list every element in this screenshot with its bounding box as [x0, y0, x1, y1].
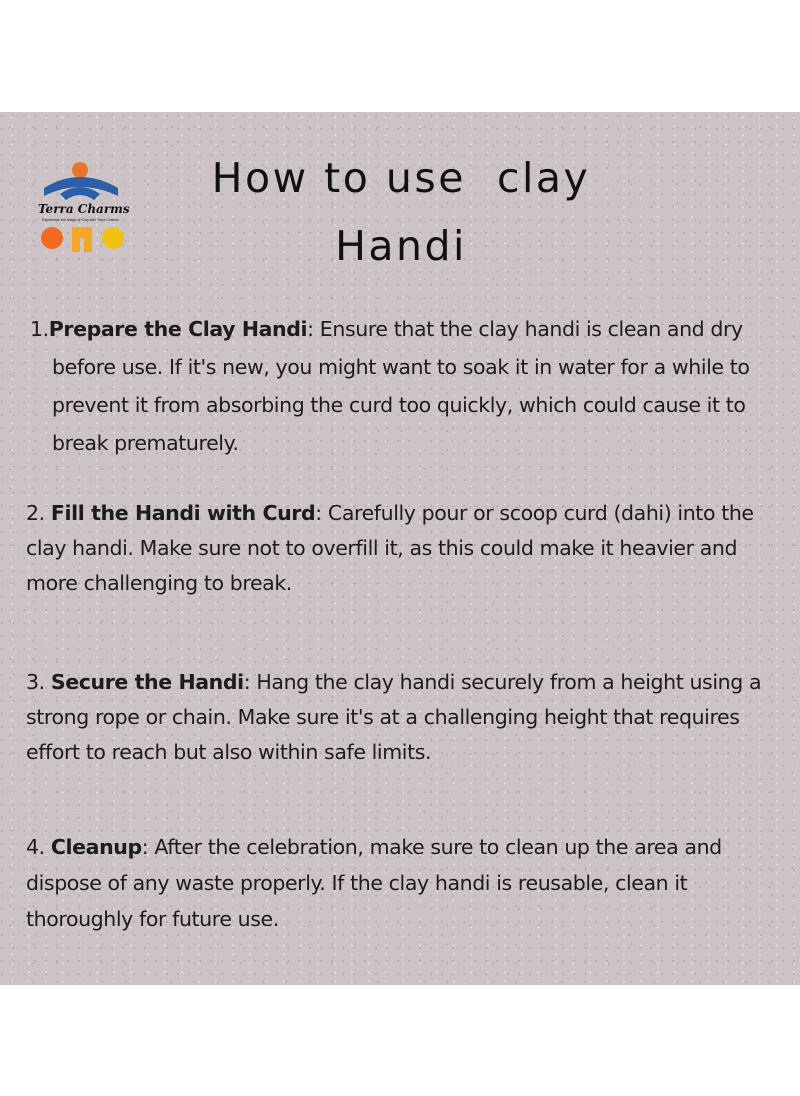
- title-line-2: Handi: [335, 222, 467, 270]
- step-number: 1.: [30, 317, 49, 341]
- page-title: [186, 144, 616, 280]
- step-text: : Ensure that the clay handi is clean and dry before use. If it's new, you might want to soak it in water for a while to prevent it from absorbing the curd too quickly, which could cause it to break prematurely.: [52, 317, 750, 455]
- instruction-card: [0, 112, 800, 985]
- step-heading: Secure the Handi: [50, 670, 244, 694]
- step-heading: Fill the Handi with Curd: [50, 501, 316, 525]
- step-item: [26, 496, 786, 601]
- step-text: : Carefully pour or scoop curd (dahi) into the clay handi. Make sure not to overfill it, as this could make it heavier and more challenging to break.: [26, 501, 754, 595]
- step-number: 4.: [26, 835, 51, 859]
- logo-brand-name: Terra Charms: [38, 202, 130, 216]
- step-text: : Hang the clay handi securely from a height using a strong rope or chain. Make sure it's at a challenging height that requires effort to reach but also within safe limits.: [26, 670, 762, 764]
- step-heading: Cleanup: [50, 835, 142, 859]
- step-item: [26, 665, 786, 770]
- terra-charms-logo: [34, 158, 142, 256]
- step-item: [30, 310, 800, 462]
- step-number: 2.: [26, 501, 51, 525]
- title-line-1: How to use clay: [211, 154, 591, 202]
- step-number: 3.: [26, 670, 51, 694]
- step-text: : After the celebration, make sure to clean up the area and dispose of any waste properly. If the clay handi is reusable, clean it thoroughly for future use.: [26, 835, 722, 931]
- logo-tagline: Experience the Magic of Clay with Terra Charms: [42, 218, 119, 222]
- step-heading: Prepare the Clay Handi: [48, 317, 308, 341]
- step-item: [26, 829, 786, 937]
